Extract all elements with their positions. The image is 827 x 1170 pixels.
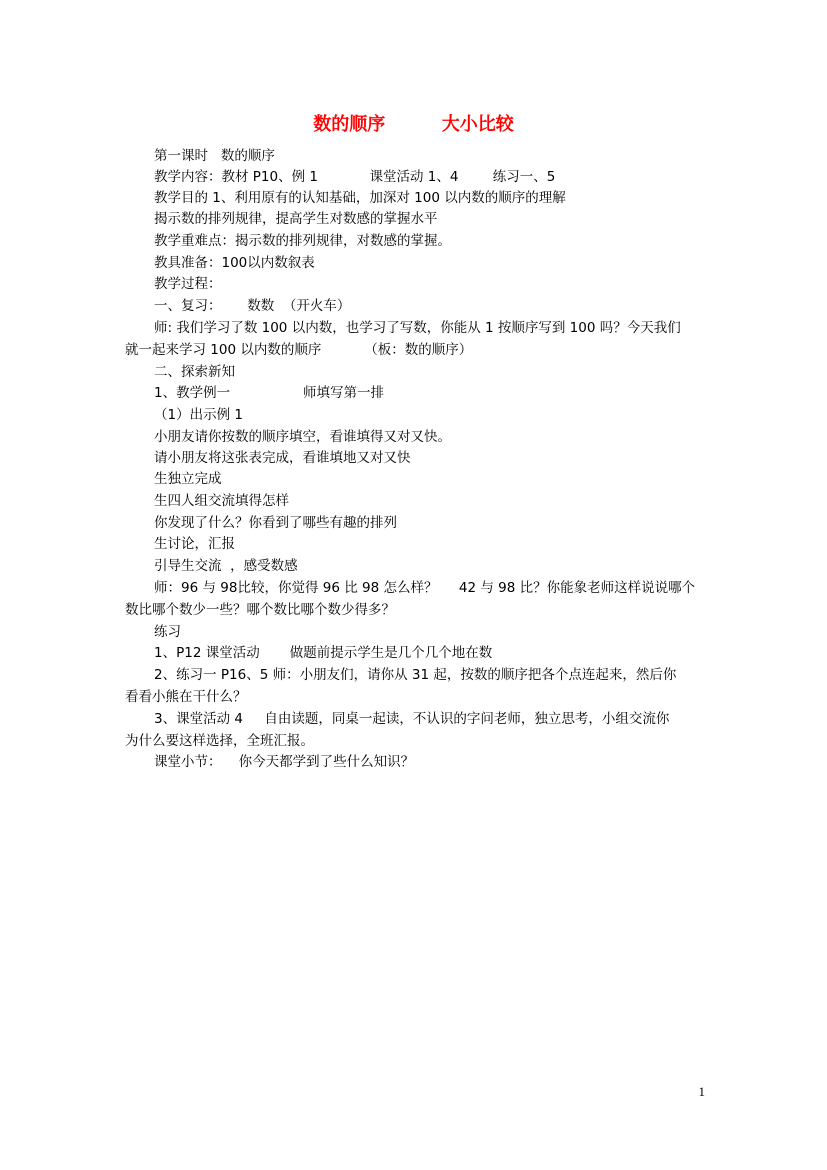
- text-line: 引导生交流 ，感受数感: [154, 558, 298, 574]
- text-line: 为什么要这样选择，全班汇报。: [125, 733, 314, 749]
- text-line: 师：96 与 98比较，你觉得 96 比 98 怎么样？ 42 与 98 比？你能象老师这样说说哪个: [154, 580, 696, 596]
- text-line: 看看小熊在干什么？: [125, 689, 247, 705]
- text-line: 小朋友请你按数的顺序填空，看谁填得又对又快。: [154, 429, 451, 445]
- page-number: 1: [698, 1084, 705, 1099]
- text-line: 一、复习： 数数 （开火车）: [154, 298, 351, 314]
- text-line: 教学重难点：揭示数的排列规律，对数感的掌握。: [154, 233, 451, 249]
- text-line: 1、教学例一 师填写第一排: [154, 385, 385, 401]
- text-line: （1）出示例 1: [154, 407, 243, 423]
- text-line: 第一课时 数的顺序: [154, 148, 275, 164]
- text-line: 揭示数的排列规律，提高学生对数感的掌握水平: [154, 211, 438, 227]
- text-line: 教学过程：: [154, 276, 222, 292]
- document-title: 数的顺序 大小比较: [313, 114, 514, 135]
- text-line: 2、练习一 P16、5 师：小朋友们，请你从 31 起，按数的顺序把各个点连起来，然后你: [154, 667, 677, 683]
- text-line: 就一起来学习 100 以内数的顺序 （板：数的顺序）: [125, 342, 473, 358]
- text-line: 练习: [154, 624, 181, 640]
- text-line: 二、探索新知: [154, 364, 235, 380]
- text-line: 生四人组交流填得怎样: [154, 493, 289, 509]
- text-line: 教具准备：100以内数叙表: [154, 255, 315, 271]
- text-line: 1、P12 课堂活动 做题前提示学生是几个几个地在数: [154, 645, 493, 661]
- text-line: 教学内容：教材 P10、例 1 课堂活动 1、4 练习一、5: [154, 169, 556, 185]
- text-line: 教学目的 1、利用原有的认知基础，加深对 100 以内数的顺序的理解: [154, 190, 566, 206]
- text-line: 师: 我们学习了数 100 以内数，也学习了写数，你能从 1 按顺序写到 100 吗？今天我们: [154, 320, 681, 336]
- text-line: 生独立完成: [154, 471, 222, 487]
- text-line: 你发现了什么？你看到了哪些有趣的排列: [154, 515, 397, 531]
- text-line: 请小朋友将这张表完成，看谁填地又对又快: [154, 450, 411, 466]
- text-line: 数比哪个数少一些？哪个数比哪个数少得多？: [125, 602, 395, 618]
- text-line: 3、课堂活动 4 自由读题，同桌一起读，不认识的字问老师，独立思考，小组交流你: [154, 711, 670, 727]
- text-line: 课堂小节： 你今天都学到了些什么知识？: [154, 754, 415, 770]
- text-line: 生讨论，汇报: [154, 536, 235, 552]
